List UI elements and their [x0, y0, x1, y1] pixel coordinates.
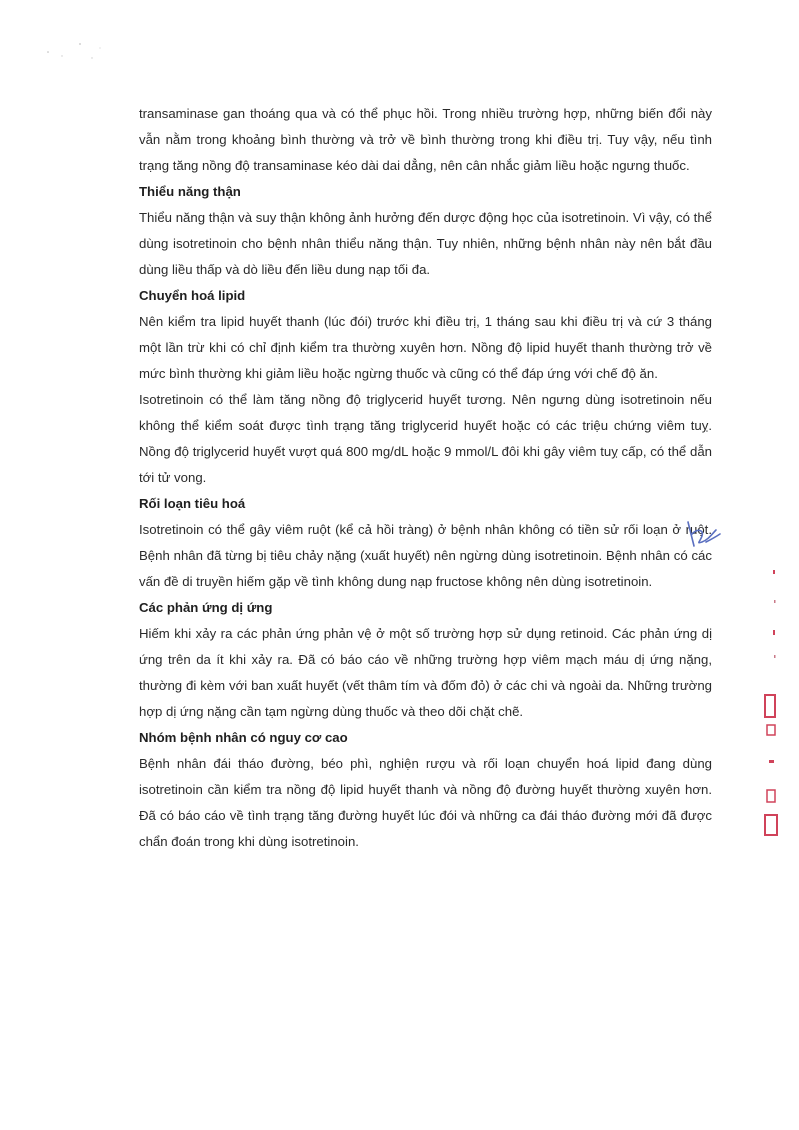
stamp-edge — [755, 560, 785, 850]
body-paragraph: Nên kiểm tra lipid huyết thanh (lúc đói) trước khi điều trị, 1 tháng sau khi điều trị và cứ 3 tháng một lần trừ khi có chỉ định kiểm tra thường xuyên hơn. Nồng độ lipid huyết thanh thường trở về mức bình thường khi giảm liều hoặc ngừng thuốc và cũng có thể đáp ứng với chế độ ăn. — [139, 314, 712, 381]
body-paragraph: Isotretinoin có thể gây viêm ruột (kể cả hồi tràng) ở bệnh nhân không có tiền sử rối loạn ở ruột. Bệnh nhân đã từng bị tiêu chảy nặng (xuất huyết) nên ngừng dùng isotretinoin. Bệnh nhân có các vấn đề di truyền hiếm gặp về tình không dung nạp fructose không nên dùng isotretinoin. — [139, 522, 712, 589]
section-heading: Các phản ứng dị ứng — [139, 600, 273, 615]
body-paragraph: Bệnh nhân đái tháo đường, béo phì, nghiện rượu và rối loạn chuyển hoá lipid đang dùng isotretinoin cần kiểm tra nồng độ lipid huyết thanh và nồng độ đường huyết thường xuyên hơn. Đã có báo cáo về tình trạng tăng đường huyết lúc đói và những ca đái tháo đường mới đã được chẩn đoán trong khi dùng isotretinoin. — [139, 756, 712, 849]
section-heading: Rối loạn tiêu hoá — [139, 496, 246, 511]
body-paragraph: Thiểu năng thận và suy thận không ảnh hưởng đến dược động học của isotretinoin. Vì vậy, có thể dùng isotretinoin cho bệnh nhân thiểu năng thận. Tuy nhiên, những bệnh nhân này nên bắt đầu dùng liều thấp và dò liều đến liều dung nạp tối đa. — [139, 210, 712, 277]
handwritten-signature — [680, 512, 725, 557]
scan-artifact — [40, 38, 110, 68]
section-heading: Chuyển hoá lipid — [139, 288, 246, 303]
section-heading: Thiểu năng thận — [139, 184, 241, 199]
body-paragraph: transaminase gan thoáng qua và có thể phục hồi. Trong nhiều trường hợp, những biến đổi này vẫn nằm trong khoảng bình thường và trở về bình thường trong khi điều trị. Tuy vậy, nếu tình trạng tăng nồng độ transaminase kéo dài dai dẳng, nên cân nhắc giảm liều hoặc ngưng thuốc. — [139, 106, 712, 173]
body-paragraph: Hiếm khi xảy ra các phản ứng phản vệ ở một số trường hợp sử dụng retinoid. Các phản ứng dị ứng trên da ít khi xảy ra. Đã có báo cáo về những trường hợp viêm mạch máu dị ứng nặng, thường đi kèm với ban xuất huyết (vết thâm tím và đốm đỏ) ở các chi và ngoài da. Những trường hợp dị ứng nặng cần tạm ngừng dùng thuốc và theo dõi chặt chẽ. — [139, 626, 712, 719]
document-body — [139, 101, 712, 855]
section-heading: Nhóm bệnh nhân có nguy cơ cao — [139, 730, 348, 745]
body-paragraph: Isotretinoin có thể làm tăng nồng độ triglycerid huyết tương. Nên ngưng dùng isotretinoin nếu không thể kiểm soát được tình trạng tăng triglycerid huyết hoặc có các triệu chứng viêm tuỵ. Nồng độ triglycerid huyết vượt quá 800 mg/dL hoặc 9 mmol/L đôi khi gây viêm tuỵ cấp, có thể dẫn tới tử vong. — [139, 392, 712, 485]
